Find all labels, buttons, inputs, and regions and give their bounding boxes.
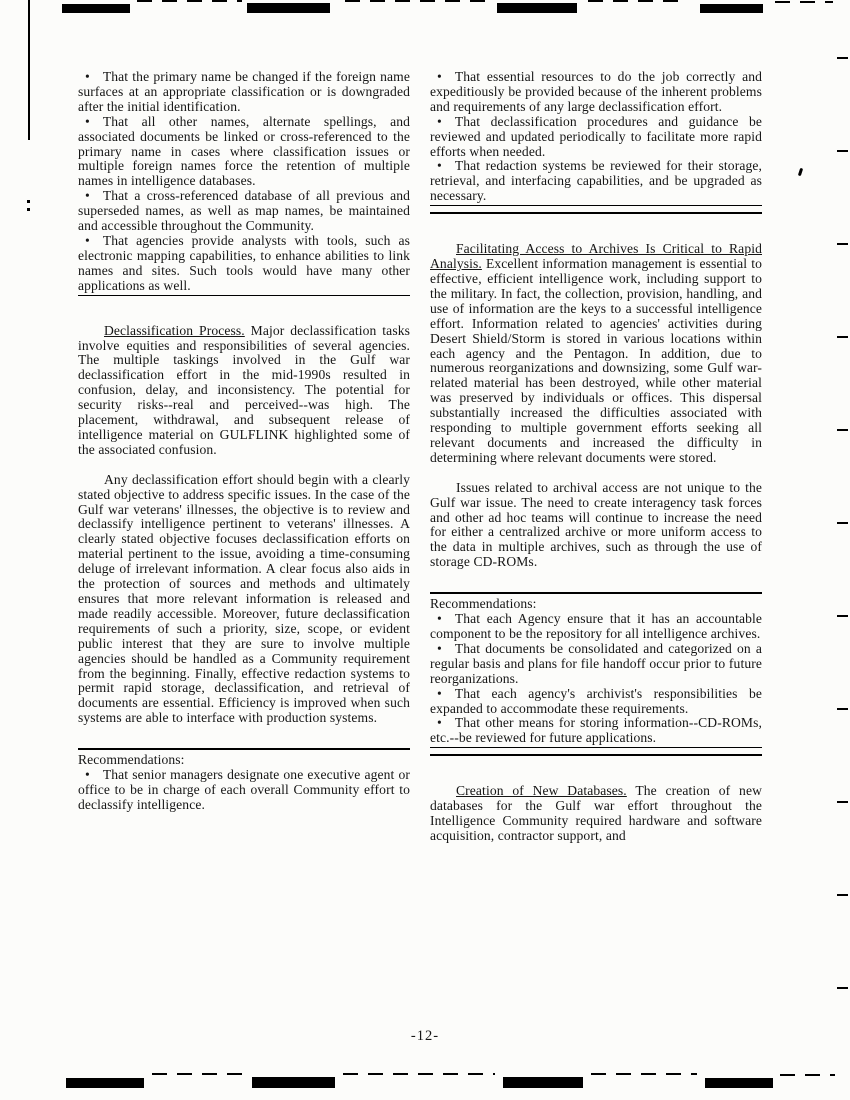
bullet-text: That agencies provide analysts with tools, such as electronic mapping capabilities, to enhance abilities to link names and sites. Such tools would have many other applications as well.: [78, 232, 410, 293]
scan-artifact: [705, 1078, 773, 1088]
scan-artifact: [837, 243, 848, 245]
scan-artifact: [66, 1078, 144, 1088]
list-item: [430, 642, 762, 687]
bullet-text: That each Agency ensure that it has an accountable component to be the repository for all intelligence archives.: [430, 611, 762, 641]
list-item: [430, 159, 762, 204]
scan-artifact: [837, 708, 848, 710]
scan-artifact: [137, 0, 242, 2]
list-item: [78, 189, 410, 234]
list-item: [430, 70, 762, 115]
list-item: [430, 687, 762, 717]
left-column: [78, 70, 410, 844]
scan-artifact: [798, 168, 803, 177]
paragraph-objective: Any declassification effort should begin with a clearly stated objective to address specific issues. In the case of the Gulf war veterans' illnesses, the objective is to review and declassify intelligence pertinent to veterans' illnesses. A clearly stated objective focuses declassification efforts on material pertinent to the issue, avoiding a time-consuming deluge of irrelevant information. A clear focus also aids in the protection of sources and methods and ultimately ensures that more relevant information is released and made readily accessible. Moreover, future declassification requirements of such a priority, size, scope, or evident public interest that they are sure to involve multiple agencies should be handled as a Community requirement from the beginning. Finally, effective redaction systems to permit rapid storage, declassification, and retrieval of documents are essential. Efficiency is improved when such systems are able to interface with production systems.: [78, 471, 410, 726]
horizontal-rule: [430, 212, 762, 214]
bullet-list-naming: [78, 70, 410, 296]
bullet-icon: •: [437, 611, 442, 627]
bullet-text: That other means for storing information--CD-ROMs, etc.--be reviewed for future applications.: [430, 715, 762, 746]
bullet-text: That redaction systems be reviewed for their storage, retrieval, and interfacing capabilities, and be upgraded as necessary.: [430, 158, 762, 204]
bullet-icon: •: [437, 685, 442, 701]
list-item: [430, 716, 762, 746]
recommendations-label: Recommendations:: [430, 596, 537, 612]
scan-artifact: [700, 4, 763, 13]
scan-artifact: [252, 1077, 335, 1088]
bullet-list-recommendations: [430, 612, 762, 748]
list-item: [78, 234, 410, 294]
list-item: [78, 115, 410, 190]
scan-artifact: [27, 200, 30, 203]
paragraph-text: The creation of new databases for the Gulf war effort throughout the Intelligence Community required hardware and software acquisition, contractor support, and: [430, 783, 762, 843]
scan-artifact: [837, 57, 848, 59]
scan-artifact: [837, 615, 848, 617]
paragraph-text: Excellent information management is essential to effective, efficient intelligence work, including support to the military. In fact, the collection, provision, handling, and use of information are the keys to a successful intelligence effort. Information related to agencies' activities during Desert Shield/Storm is stored in various locations within each agency and the Pentagon. In addition, due to numerous reorganizations and downsizing, some Gulf war-related material has been destroyed, while other material was preserved by individuals or offices. This dispersal substantially increased the difficulties associated with responding to multiple government efforts seeking all relevant documents and increased the difficulty in determining where relevant documents were stored.: [430, 256, 763, 465]
right-column: [430, 70, 762, 844]
scan-artifact: [28, 0, 30, 140]
scan-artifact: [780, 1074, 835, 1076]
paragraph-archival-issues: Issues related to archival access are not unique to the Gulf war issue. The need to create interagency task forces and other ad hoc teams will continue to increase the need for either a centralized archive or more uniform access to the data in multiple archives, such as through the use of storage CD-ROMs.: [430, 479, 762, 570]
scan-artifact: [837, 987, 848, 989]
scan-artifact: [837, 336, 848, 338]
scan-artifact: [837, 429, 848, 431]
bullet-icon: •: [437, 715, 442, 731]
list-item: [430, 115, 762, 160]
list-item: [78, 70, 410, 115]
horizontal-rule: [78, 748, 410, 750]
bullet-icon: •: [437, 113, 442, 129]
paragraph-archives: [430, 242, 762, 466]
bullet-text: That a cross-referenced database of all previous and superseded names, as well as map names, be maintained and accessible throughout the Community.: [78, 188, 410, 234]
list-item: [430, 612, 762, 642]
paragraph-new-databases: [430, 784, 762, 844]
bullet-icon: •: [437, 640, 442, 656]
paragraph-declassification-process: [78, 324, 410, 458]
scan-artifact: [27, 208, 30, 211]
horizontal-rule: [430, 754, 762, 756]
scan-artifact: [837, 801, 848, 803]
bullet-text: That documents be consolidated and categorized on a regular basis and plans for file handoff occur prior to future reorganizations.: [430, 640, 762, 686]
scan-artifact: [503, 1077, 583, 1088]
scan-artifact: [837, 894, 848, 896]
scan-artifact: [152, 1073, 244, 1075]
section-heading: Facilitating Access to Archives Is Critical to Rapid Analysis.: [430, 241, 762, 272]
bullet-text: That each agency's archivist's responsibilities be expanded to accommodate these requirements.: [430, 685, 762, 716]
bullet-text: That all other names, alternate spellings, and associated documents be linked or cross-referenced to the primary name in cases where classification issues or multiple foreign names force the retention of multiple names in intelligence databases.: [78, 113, 410, 189]
recommendations-label: Recommendations:: [78, 752, 185, 768]
bullet-icon: •: [85, 188, 90, 204]
bullet-icon: •: [85, 113, 90, 129]
scan-artifact: [775, 1, 833, 3]
bullet-list-resources: [430, 70, 762, 206]
bullet-icon: •: [85, 69, 90, 84]
scan-artifact: [837, 150, 848, 152]
horizontal-rule: [430, 592, 762, 594]
bullet-text: That the primary name be changed if the foreign name surfaces at an appropriate classification or is downgraded after the initial identification.: [78, 69, 410, 114]
bullet-text: That senior managers designate one executive agent or office to be in charge of each overall Community effort to declassify intelligence.: [78, 767, 410, 812]
scan-artifact: [343, 1073, 495, 1075]
page-number: -12-: [410, 1028, 440, 1044]
bullet-text: That essential resources to do the job correctly and expeditiously be provided because of the inherent problems and requirements of any large declassification effort.: [430, 69, 762, 114]
scan-artifact: [345, 0, 485, 2]
paragraph-text: Major declassification tasks involve equities and responsibilities of several agencies. The multiple taskings involved in the Gulf war declassification effort in the mid-1990s resulted in confusion, delay, and inconsistency. The potential for security risks--real and perceived--was high. The placement, withdrawal, and subsequent release of intelligence material on GULFLINK highlighted some of the associated confusion.: [78, 322, 410, 457]
scan-artifact: [497, 3, 577, 13]
scan-artifact: [837, 522, 848, 524]
bullet-icon: •: [437, 69, 442, 84]
bullet-icon: •: [85, 767, 90, 783]
bullet-icon: •: [437, 158, 442, 174]
scan-artifact: [588, 0, 688, 2]
list-item: [78, 768, 410, 813]
scan-artifact: [247, 3, 330, 13]
scan-artifact: [62, 4, 130, 13]
bullet-icon: •: [85, 232, 90, 248]
section-heading: Creation of New Databases.: [456, 783, 627, 799]
two-column-body: [78, 70, 762, 844]
bullet-text: That declassification procedures and guidance be reviewed and updated periodically to facilitate more rapid efforts when needed.: [430, 113, 762, 159]
section-heading: Declassification Process.: [104, 322, 245, 338]
scan-artifact: [591, 1073, 697, 1075]
